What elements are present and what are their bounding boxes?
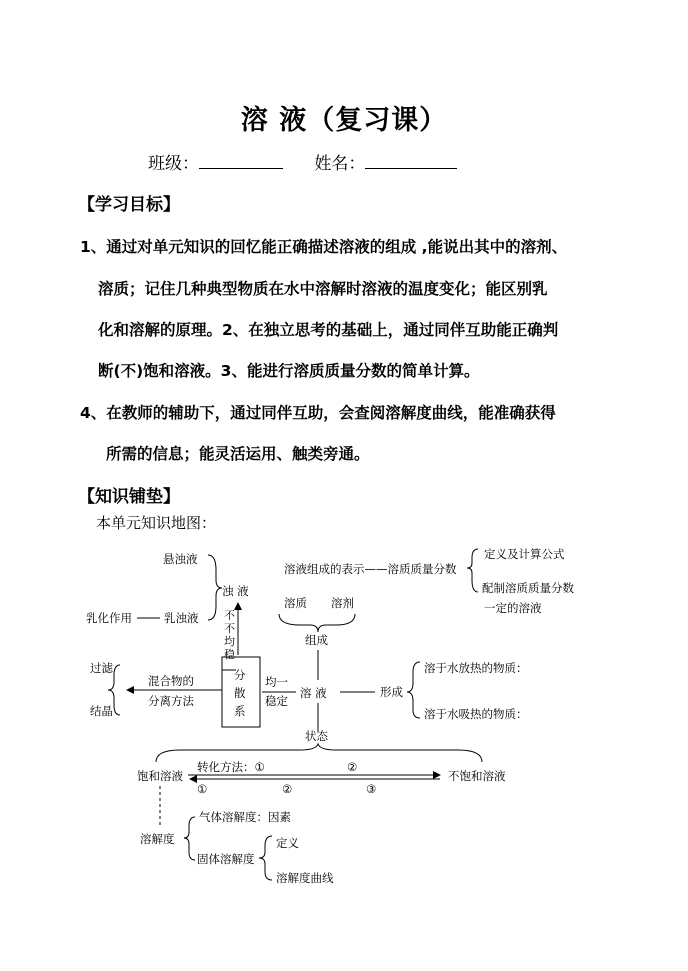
knowledge-heading: 【知识铺垫】 (78, 487, 180, 507)
jun-label: 均 (224, 635, 235, 648)
knowledge-intro: 本单元知识地图： (96, 514, 217, 532)
bu-label-2: 不 (224, 622, 235, 635)
objective-line: 所需的信息；能灵活运用、触类旁通。 (106, 445, 370, 463)
san-label: 散 (234, 686, 246, 700)
baohe-label: 饱和溶液 (137, 769, 183, 783)
junyi-label: 均一 (265, 675, 288, 689)
buhe-label: 不饱和溶液 (448, 769, 506, 783)
circle-1: ① (197, 782, 208, 796)
ruzhuo-label: 乳浊液 (164, 611, 199, 625)
guti-brace (259, 836, 272, 880)
hunhewu-label: 混合物的 (148, 674, 194, 688)
fenli-label: 分离方法 (148, 694, 194, 708)
fen-label: 分 (234, 668, 246, 682)
zucheng-label: 组成 (305, 633, 328, 647)
objective-line: 化和溶解的原理。2、在独立思考的基础上，通过同伴互助能正确判 (98, 321, 559, 339)
zhuangtai-label: 状态 (305, 729, 328, 743)
objective-line: 溶质；记住几种典型物质在水中溶解时溶液的温度变化；能区别乳 (98, 280, 548, 298)
xingcheng-brace (407, 662, 420, 718)
quxian-label: 溶解度曲线 (276, 871, 334, 885)
xingcheng-label: 形成 (380, 685, 403, 699)
fangre-label: 溶于水放热的物质： (424, 661, 528, 675)
rongjiedu-label: 溶解度 (140, 832, 175, 846)
circle-2: ② (282, 782, 293, 796)
xuanzhuo-label: 悬浊液 (163, 552, 198, 566)
bu-label-1: 不 (224, 609, 235, 622)
objectives-heading: 【学习目标】 (78, 195, 180, 215)
wending-label: 稳定 (265, 694, 288, 708)
rongzhi-label: 溶质 (284, 596, 307, 610)
dingyi-label: 定义 (276, 836, 299, 850)
wen-label: 稳 (224, 648, 235, 661)
name-label: 姓名： (314, 154, 366, 174)
peizhi-label-2: 一定的溶液 (484, 601, 542, 615)
guti-label: 固体溶解度 (197, 852, 255, 866)
zhuanhua-label: 转化方法：① (197, 760, 265, 774)
dingyi-gongshi-label: 定义及计算公式 (484, 547, 565, 561)
class-label: 班级： (148, 154, 199, 174)
page-title: 溶 液（复习课） (240, 105, 448, 136)
rongye-label: 溶 液 (300, 686, 327, 700)
biaoshi-label: 溶液组成的表示——溶质质量分数 (284, 562, 457, 576)
zucheng-brace (279, 614, 355, 632)
rongjiedu-brace (184, 817, 195, 860)
xi-label: 系 (234, 704, 246, 718)
ruhua-label: 乳化作用 (86, 611, 132, 625)
circle-3: ③ (366, 782, 377, 796)
objective-line: 4、在教师的辅助下，通过同伴互助，会查阅溶解度曲线，能准确获得 (80, 404, 556, 422)
objective-line: 断(不)饱和溶液。3、能进行溶质质量分数的简单计算。 (98, 362, 480, 380)
jiejing-label: 结晶 (90, 704, 113, 718)
peizhi-label-1: 配制溶质质量分数 (482, 581, 574, 595)
zhuoye-brace (208, 555, 222, 620)
objective-line: 1、通过对单元知识的回忆能正确描述溶液的组成 ,能说出其中的溶剂、 (80, 238, 568, 256)
circle-2-top: ② (347, 760, 358, 774)
guolv-label: 过滤 (90, 661, 113, 675)
zhuoye-label: 浊 液 (222, 584, 249, 598)
qiti-label: 气体溶解度：因素 (199, 810, 291, 824)
rongji-label: 溶剂 (331, 596, 354, 610)
xire-label: 溶于水吸热的物质： (424, 707, 528, 721)
